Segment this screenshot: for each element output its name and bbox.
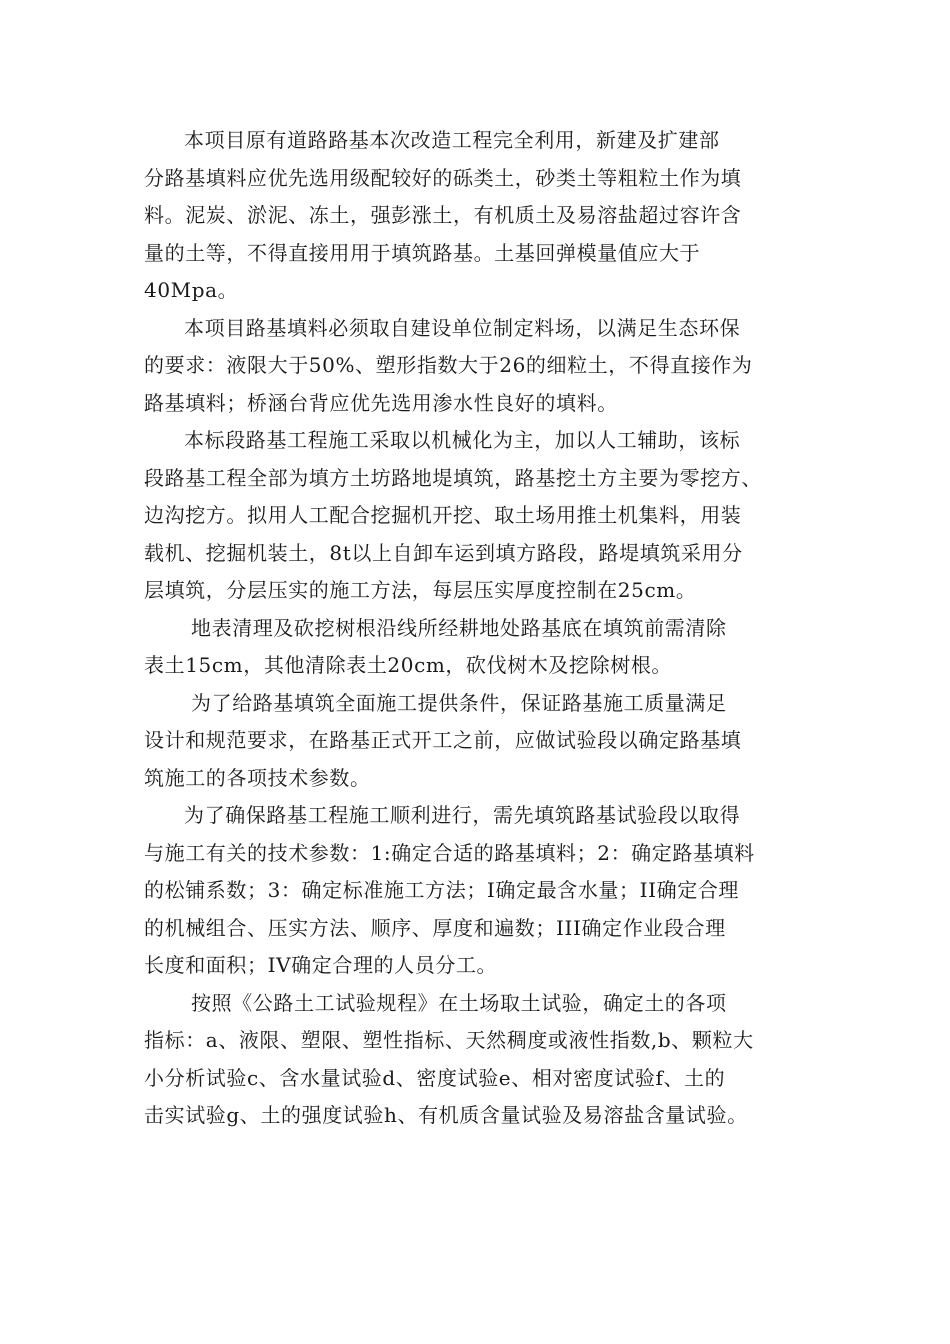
paragraph-construction-method: 本标段路基工程施工采取以机械化为主，加以人工辅助，该标 段路基工程全部为填方土坊路地堤填筑，路基挖土方主要为零挖方、 边沟挖方。拟用人工配合挖掘机开挖、取土场用推土机集料，用装 载机、挖掘机装土，8t以上自卸车运到填方路段，路堤填筑采用分 层填筑，分层压实的施工方法，每层压实厚度控制在25cm。	[144, 428, 762, 602]
document-body	[144, 122, 808, 1135]
paragraph-fill-source: 本项目路基填料必须取自建设单位制定料场，以满足生态环保 的要求：液限大于50%、塑形指数大于26的细粒土，不得直接作为 路基填料；桥涵台背应优先选用渗水性良好的填料。	[144, 315, 753, 415]
paragraph-surface-clearing: 地表清理及砍挖树根沿线所经耕地处路基底在填筑前需清除 表土15cm，其他清除表土20cm，砍伐树木及挖除树根。	[144, 615, 727, 677]
paragraph-technical-parameters: 为了确保路基工程施工顺利进行，需先填筑路基试验段以取得 与施工有关的技术参数：1:确定合适的路基填料；2：确定路基填料 的松铺系数；3：确定标准施工方法；I确定最含水量；II确定合理 的机械组合、压实方法、顺序、厚度和遍数；III确定作业段合理 长度和面积；IV确定合理的人员分工。	[144, 803, 755, 977]
paragraph-soil-tests: 按照《公路土工试验规程》在土场取土试验，确定土的各项 指标：a、液限、塑限、塑性指标、天然稠度或液性指数,b、颗粒大 小分析试验c、含水量试验d、密度试验e、相对密度试验f、土的 击实试验g、土的强度试验h、有机质含量试验及易溶盐含量试验。	[144, 990, 754, 1127]
paragraph-test-section: 为了给路基填筑全面施工提供条件，保证路基施工质量满足 设计和规范要求，在路基正式开工之前，应做试验段以确定路基填 筑施工的各项技术参数。	[144, 690, 742, 790]
paragraph-subgrade-reuse: 本项目原有道路路基本次改造工程完全利用，新建及扩建部 分路基填料应优先选用级配较好的砾类土，砂类土等粗粒土作为填 料。泥炭、淤泥、冻土，强彭涨土，有机质土及易溶盐超过容许含 量的土等，不得直接用用于填筑路基。土基回弹模量值应大于 40Mpa。	[144, 128, 742, 302]
